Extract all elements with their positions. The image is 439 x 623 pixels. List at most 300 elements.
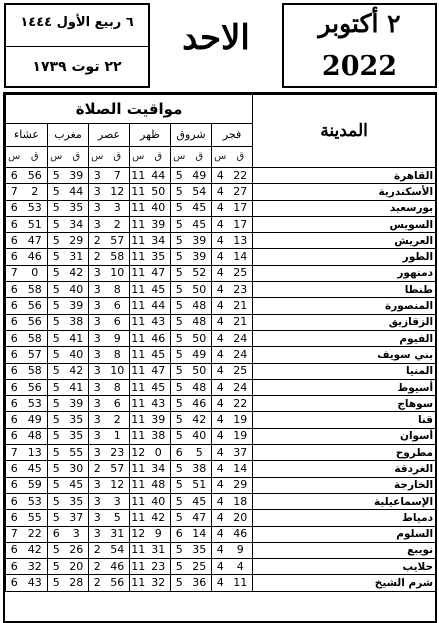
- hour-cell: 3: [89, 347, 106, 363]
- table-row: [6, 477, 436, 493]
- hour-unit-label: س: [89, 147, 106, 168]
- minute-cell: 12: [106, 477, 130, 493]
- hour-cell: 11: [130, 428, 147, 444]
- hour-cell: 6: [6, 510, 23, 526]
- hour-cell: 7: [6, 184, 23, 200]
- hour-cell: 2: [89, 559, 106, 575]
- table-row: [6, 493, 436, 509]
- minute-cell: 56: [106, 575, 130, 591]
- hour-cell: 6: [6, 477, 23, 493]
- minute-cell: 57: [23, 347, 48, 363]
- hour-cell: 5: [171, 216, 188, 232]
- minute-cell: 43: [147, 314, 171, 330]
- minute-unit-label: ق: [229, 147, 253, 168]
- gregorian-day-month: ٢ أكتوبر: [318, 9, 401, 38]
- minute-cell: 9: [229, 542, 253, 558]
- minute-cell: 47: [147, 265, 171, 281]
- minute-cell: 13: [23, 445, 48, 461]
- day-name: الاحد: [182, 18, 250, 58]
- minute-cell: 53: [23, 396, 48, 412]
- hour-cell: 3: [89, 477, 106, 493]
- hour-unit-label: س: [130, 147, 147, 168]
- city-name: دمياط: [253, 510, 436, 526]
- hour-cell: 5: [48, 559, 65, 575]
- minute-cell: 32: [23, 559, 48, 575]
- hour-cell: 6: [6, 461, 23, 477]
- hour-cell: 4: [212, 461, 229, 477]
- minute-cell: 2: [23, 184, 48, 200]
- minute-cell: 37: [229, 445, 253, 461]
- city-name: نويبع: [253, 542, 436, 558]
- minute-cell: 56: [23, 379, 48, 395]
- prayer-header: عصر: [89, 124, 130, 147]
- hour-cell: 11: [130, 575, 147, 591]
- minute-cell: 20: [229, 510, 253, 526]
- hour-cell: 3: [89, 184, 106, 200]
- minute-cell: 0: [23, 265, 48, 281]
- city-name: السلوم: [253, 526, 436, 542]
- minute-cell: 40: [147, 200, 171, 216]
- table-row: [6, 330, 436, 346]
- hour-cell: 5: [48, 363, 65, 379]
- minute-cell: 45: [188, 216, 212, 232]
- hour-cell: 7: [6, 445, 23, 461]
- hijri-date: ٦ ربيع الأول ١٤٤٤: [20, 15, 134, 30]
- hour-cell: 5: [48, 510, 65, 526]
- hour-cell: 5: [48, 282, 65, 298]
- hour-cell: 5: [48, 298, 65, 314]
- minute-cell: 48: [188, 314, 212, 330]
- hour-cell: 4: [212, 493, 229, 509]
- table-row: [6, 510, 436, 526]
- hour-cell: 3: [89, 526, 106, 542]
- minute-unit-label: ق: [23, 147, 48, 168]
- minute-cell: 58: [23, 330, 48, 346]
- table-row: [6, 412, 436, 428]
- city-name: الخارجة: [253, 477, 436, 493]
- hour-cell: 6: [6, 249, 23, 265]
- city-name: بني سويف: [253, 347, 436, 363]
- city-name: أسيوط: [253, 379, 436, 395]
- prayer-header: ظهر: [130, 124, 171, 147]
- prayer-header: شروق: [171, 124, 212, 147]
- hour-cell: 4: [212, 510, 229, 526]
- hour-cell: 11: [130, 363, 147, 379]
- minute-cell: 39: [188, 249, 212, 265]
- date-divider: [6, 46, 148, 47]
- hour-cell: 3: [89, 330, 106, 346]
- minute-cell: 25: [188, 559, 212, 575]
- hour-cell: 6: [6, 363, 23, 379]
- minute-cell: 45: [147, 282, 171, 298]
- hour-cell: 2: [89, 461, 106, 477]
- minute-cell: 24: [229, 330, 253, 346]
- minute-cell: 35: [65, 493, 89, 509]
- minute-cell: 27: [229, 184, 253, 200]
- hour-cell: 5: [48, 412, 65, 428]
- city-name: الطور: [253, 249, 436, 265]
- hour-cell: 5: [48, 314, 65, 330]
- hour-cell: 5: [171, 412, 188, 428]
- hour-cell: 6: [6, 216, 23, 232]
- table-row: [6, 282, 436, 298]
- minute-cell: 48: [188, 379, 212, 395]
- hour-cell: 4: [212, 412, 229, 428]
- minute-cell: 55: [65, 445, 89, 461]
- hour-cell: 4: [212, 200, 229, 216]
- minute-cell: 8: [106, 347, 130, 363]
- minute-cell: 54: [106, 542, 130, 558]
- minute-cell: 49: [23, 412, 48, 428]
- city-name: المنيا: [253, 363, 436, 379]
- hour-cell: 3: [89, 363, 106, 379]
- hour-cell: 4: [212, 428, 229, 444]
- minute-cell: 3: [106, 200, 130, 216]
- city-name: الغردقة: [253, 461, 436, 477]
- table-row: [6, 526, 436, 542]
- hour-cell: 4: [212, 559, 229, 575]
- hour-cell: 4: [212, 363, 229, 379]
- hour-cell: 5: [48, 396, 65, 412]
- table-title: مواقيت الصلاة: [6, 95, 253, 124]
- hour-cell: 11: [130, 282, 147, 298]
- table-row: [6, 265, 436, 281]
- minute-cell: 45: [147, 347, 171, 363]
- hour-cell: 6: [6, 412, 23, 428]
- minute-cell: 22: [229, 168, 253, 184]
- hour-cell: 11: [130, 265, 147, 281]
- hour-cell: 5: [48, 477, 65, 493]
- table-row: [6, 314, 436, 330]
- table-row: [6, 363, 436, 379]
- hour-cell: 5: [48, 265, 65, 281]
- hour-cell: 5: [171, 184, 188, 200]
- minute-cell: 54: [188, 184, 212, 200]
- hour-cell: 5: [48, 233, 65, 249]
- minute-cell: 47: [147, 363, 171, 379]
- minute-cell: 46: [229, 526, 253, 542]
- hour-cell: 4: [212, 396, 229, 412]
- minute-cell: 53: [23, 493, 48, 509]
- hour-cell: 5: [171, 330, 188, 346]
- minute-cell: 44: [147, 168, 171, 184]
- minute-unit-label: ق: [65, 147, 89, 168]
- minute-cell: 34: [147, 233, 171, 249]
- minute-cell: 38: [147, 428, 171, 444]
- hour-cell: 5: [48, 575, 65, 591]
- minute-cell: 49: [188, 168, 212, 184]
- minute-cell: 39: [147, 412, 171, 428]
- minute-cell: 11: [229, 575, 253, 591]
- minute-cell: 7: [106, 168, 130, 184]
- hour-cell: 3: [89, 379, 106, 395]
- hour-cell: 3: [89, 510, 106, 526]
- minute-cell: 52: [188, 265, 212, 281]
- table-row: [6, 428, 436, 444]
- minute-cell: 47: [188, 510, 212, 526]
- minute-cell: 12: [106, 184, 130, 200]
- city-name: الأسكندرية: [253, 184, 436, 200]
- hour-cell: 4: [212, 298, 229, 314]
- hour-cell: 6: [6, 559, 23, 575]
- hour-cell: 3: [89, 314, 106, 330]
- minute-cell: 42: [65, 363, 89, 379]
- minute-cell: 21: [229, 298, 253, 314]
- hour-cell: 5: [171, 379, 188, 395]
- hour-cell: 5: [171, 510, 188, 526]
- minute-cell: 22: [23, 526, 48, 542]
- minute-cell: 43: [147, 396, 171, 412]
- minute-cell: 51: [188, 477, 212, 493]
- city-name: الإسماعيلية: [253, 493, 436, 509]
- minute-cell: 46: [147, 330, 171, 346]
- city-column-header: المدينة: [253, 95, 436, 168]
- minute-cell: 10: [106, 265, 130, 281]
- minute-unit-label: ق: [147, 147, 171, 168]
- hour-cell: 5: [48, 330, 65, 346]
- minute-cell: 1: [106, 428, 130, 444]
- minute-cell: 31: [65, 249, 89, 265]
- minute-cell: 26: [65, 542, 89, 558]
- minute-cell: 34: [65, 216, 89, 232]
- hour-cell: 4: [212, 265, 229, 281]
- hour-cell: 5: [171, 314, 188, 330]
- hour-cell: 11: [130, 347, 147, 363]
- hour-cell: 4: [212, 477, 229, 493]
- hour-cell: 3: [89, 200, 106, 216]
- minute-cell: 48: [188, 298, 212, 314]
- hour-cell: 5: [48, 184, 65, 200]
- minute-cell: 35: [188, 542, 212, 558]
- table-row: [6, 445, 436, 461]
- hour-cell: 5: [48, 216, 65, 232]
- hour-cell: 5: [171, 233, 188, 249]
- hour-cell: 11: [130, 330, 147, 346]
- minute-cell: 49: [188, 347, 212, 363]
- city-name: دمنهور: [253, 265, 436, 281]
- minute-cell: 23: [147, 559, 171, 575]
- minute-unit-label: ق: [106, 147, 130, 168]
- prayer-header: عشاء: [6, 124, 48, 147]
- minute-cell: 30: [65, 461, 89, 477]
- hour-cell: 4: [212, 330, 229, 346]
- hour-cell: 5: [171, 168, 188, 184]
- minute-cell: 47: [23, 233, 48, 249]
- minute-cell: 58: [106, 249, 130, 265]
- hour-cell: 5: [48, 168, 65, 184]
- hour-cell: 6: [6, 233, 23, 249]
- minute-cell: 5: [106, 510, 130, 526]
- city-name: طنطا: [253, 282, 436, 298]
- hour-cell: 3: [89, 265, 106, 281]
- hour-cell: 4: [212, 526, 229, 542]
- minute-cell: 19: [229, 428, 253, 444]
- hour-cell: 4: [212, 542, 229, 558]
- minute-cell: 42: [147, 510, 171, 526]
- hour-cell: 5: [48, 542, 65, 558]
- minute-cell: 39: [65, 168, 89, 184]
- table-row: [6, 249, 436, 265]
- hour-cell: 12: [130, 445, 147, 461]
- city-name: مطروح: [253, 445, 436, 461]
- minute-cell: 50: [188, 282, 212, 298]
- city-name: سوهاج: [253, 396, 436, 412]
- minute-cell: 34: [147, 461, 171, 477]
- minute-cell: 40: [65, 282, 89, 298]
- city-name: القاهرة: [253, 168, 436, 184]
- hour-cell: 5: [171, 477, 188, 493]
- hour-cell: 3: [89, 298, 106, 314]
- table-row: [6, 379, 436, 395]
- city-name: حلايب: [253, 559, 436, 575]
- minute-cell: 44: [147, 298, 171, 314]
- minute-cell: 45: [23, 461, 48, 477]
- minute-cell: 29: [229, 477, 253, 493]
- hour-cell: 3: [89, 282, 106, 298]
- hour-cell: 7: [6, 526, 23, 542]
- hour-cell: 5: [171, 461, 188, 477]
- minute-cell: 35: [65, 412, 89, 428]
- minute-cell: 35: [65, 428, 89, 444]
- minute-cell: 38: [65, 314, 89, 330]
- minute-cell: 2: [106, 216, 130, 232]
- minute-cell: 14: [229, 461, 253, 477]
- hour-cell: 11: [130, 298, 147, 314]
- hour-cell: 11: [130, 379, 147, 395]
- hour-cell: 6: [6, 168, 23, 184]
- hour-cell: 11: [130, 542, 147, 558]
- minute-cell: 10: [106, 363, 130, 379]
- minute-cell: 44: [65, 184, 89, 200]
- hour-cell: 4: [212, 184, 229, 200]
- hour-cell: 11: [130, 233, 147, 249]
- minute-cell: 50: [188, 330, 212, 346]
- minute-cell: 46: [23, 249, 48, 265]
- hour-cell: 5: [48, 249, 65, 265]
- minute-cell: 51: [23, 216, 48, 232]
- minute-cell: 38: [188, 461, 212, 477]
- minute-cell: 56: [23, 298, 48, 314]
- hour-cell: 3: [89, 216, 106, 232]
- hour-cell: 6: [6, 575, 23, 591]
- minute-cell: 58: [23, 282, 48, 298]
- hour-cell: 6: [6, 428, 23, 444]
- hour-cell: 11: [130, 396, 147, 412]
- minute-cell: 58: [23, 363, 48, 379]
- minute-cell: 25: [229, 363, 253, 379]
- hour-cell: 4: [212, 575, 229, 591]
- hour-cell: 4: [212, 347, 229, 363]
- hour-cell: 11: [130, 200, 147, 216]
- minute-cell: 9: [106, 330, 130, 346]
- minute-cell: 39: [147, 216, 171, 232]
- table-row: [6, 200, 436, 216]
- minute-cell: 4: [229, 559, 253, 575]
- minute-cell: 43: [23, 575, 48, 591]
- table-row: [6, 461, 436, 477]
- hour-cell: 2: [89, 233, 106, 249]
- minute-cell: 45: [188, 200, 212, 216]
- minute-cell: 46: [188, 396, 212, 412]
- hour-cell: 4: [212, 314, 229, 330]
- hour-cell: 7: [6, 265, 23, 281]
- hour-cell: 6: [6, 396, 23, 412]
- minute-cell: 42: [188, 412, 212, 428]
- minute-cell: 6: [106, 298, 130, 314]
- minute-cell: 45: [65, 477, 89, 493]
- city-name: قنا: [253, 412, 436, 428]
- hour-cell: 5: [48, 493, 65, 509]
- hour-cell: 5: [171, 363, 188, 379]
- minute-cell: 17: [229, 216, 253, 232]
- minute-cell: 48: [147, 477, 171, 493]
- hour-cell: 6: [6, 200, 23, 216]
- hour-cell: 5: [171, 200, 188, 216]
- table-row: [6, 559, 436, 575]
- minute-cell: 39: [65, 298, 89, 314]
- city-name: الزقازيق: [253, 314, 436, 330]
- hour-cell: 5: [171, 282, 188, 298]
- hour-cell: 5: [171, 559, 188, 575]
- table-row: [6, 542, 436, 558]
- gregorian-year: 2022: [321, 51, 398, 82]
- minute-cell: 0: [147, 445, 171, 461]
- minute-cell: 29: [65, 233, 89, 249]
- hour-cell: 11: [130, 168, 147, 184]
- hour-cell: 3: [89, 445, 106, 461]
- minute-cell: 48: [23, 428, 48, 444]
- hour-cell: 11: [130, 461, 147, 477]
- hour-cell: 11: [130, 477, 147, 493]
- city-name: السويس: [253, 216, 436, 232]
- table-row: [6, 168, 436, 184]
- minute-cell: 42: [65, 265, 89, 281]
- minute-cell: 3: [106, 493, 130, 509]
- hour-cell: 6: [171, 445, 188, 461]
- city-name: شرم الشيخ: [253, 575, 436, 591]
- hour-cell: 6: [6, 330, 23, 346]
- hour-cell: 11: [130, 510, 147, 526]
- hour-cell: 6: [6, 542, 23, 558]
- hour-unit-label: س: [171, 147, 188, 168]
- prayer-header: مغرب: [48, 124, 89, 147]
- hour-cell: 6: [6, 347, 23, 363]
- hour-cell: 5: [171, 298, 188, 314]
- minute-cell: 32: [147, 575, 171, 591]
- hour-cell: 5: [48, 347, 65, 363]
- minute-cell: 40: [65, 347, 89, 363]
- hour-cell: 4: [212, 379, 229, 395]
- hour-cell: 6: [6, 314, 23, 330]
- hour-cell: 4: [212, 233, 229, 249]
- hour-cell: 2: [89, 249, 106, 265]
- city-name: العريش: [253, 233, 436, 249]
- hour-cell: 6: [6, 282, 23, 298]
- minute-cell: 45: [188, 493, 212, 509]
- hour-cell: 5: [171, 265, 188, 281]
- hour-cell: 4: [212, 216, 229, 232]
- minute-cell: 14: [188, 526, 212, 542]
- minute-cell: 17: [229, 200, 253, 216]
- hour-cell: 11: [130, 412, 147, 428]
- hour-cell: 5: [48, 461, 65, 477]
- minute-cell: 8: [106, 379, 130, 395]
- minute-cell: 35: [65, 200, 89, 216]
- minute-cell: 25: [229, 265, 253, 281]
- minute-cell: 41: [65, 379, 89, 395]
- minute-cell: 55: [23, 510, 48, 526]
- hour-cell: 5: [171, 493, 188, 509]
